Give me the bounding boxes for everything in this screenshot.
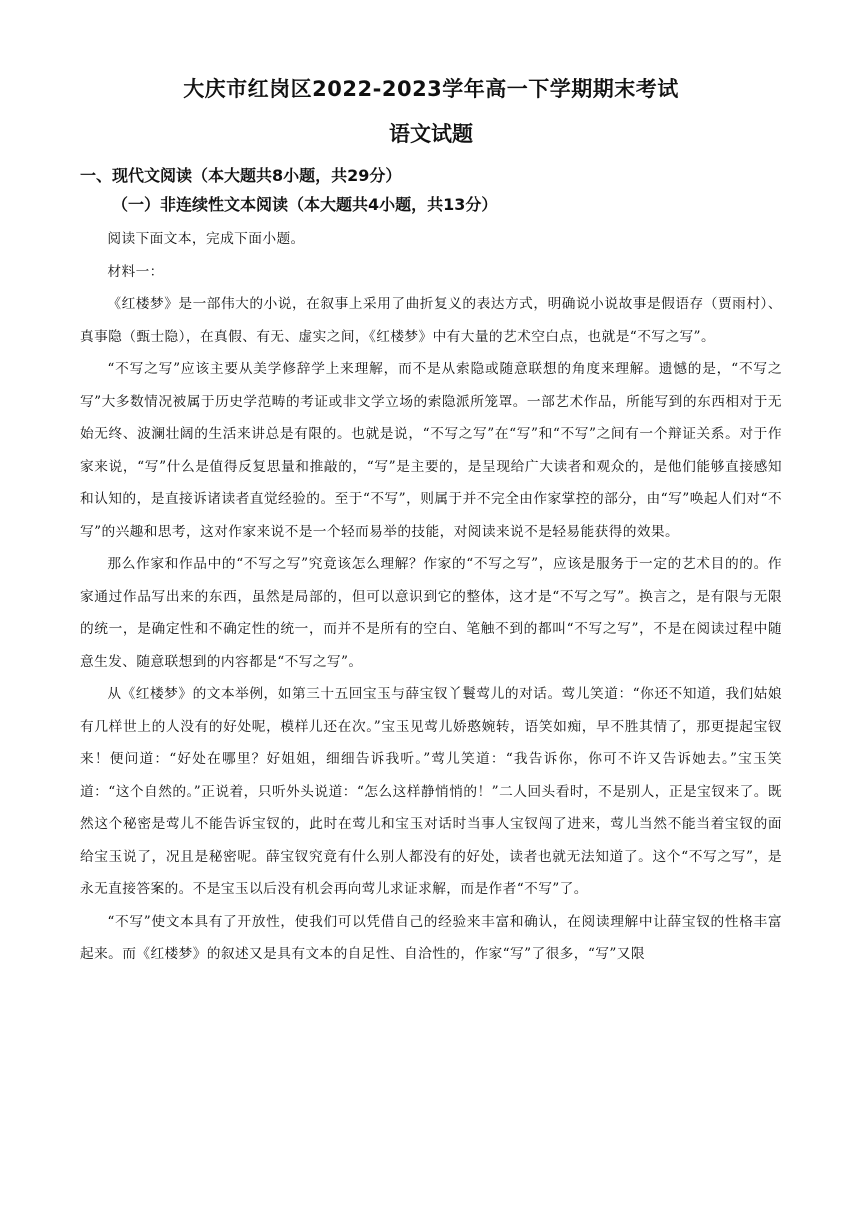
exam-title: 大庆市红岗区2022-2023学年高一下学期期末考试 xyxy=(183,77,679,101)
exam-page xyxy=(80,72,782,971)
paragraph-1: 《红楼梦》是一部伟大的小说，在叙事上采用了曲折复义的表达方式，明确说小说故事是假语存（贾雨村）、真事隐（甄士隐），在真假、有无、虚实之间，《红楼梦》中有大量的艺术空白点，也就是“不写之写”。 xyxy=(80,296,782,345)
section-heading: 一、现代文阅读（本大题共8小题，共29分） xyxy=(80,166,402,185)
paragraph-instruction: 阅读下面文本，完成下面小题。 xyxy=(107,231,305,247)
paragraph-material-label: 材料一： xyxy=(107,263,164,280)
paragraph-4: 从《红楼梦》的文本举例，如第三十五回宝玉与薛宝钗丫鬟莺儿的对话。莺儿笑道：“你还不知道，我们姑娘有几样世上的人没有的好处呢，模样儿还在次。”宝玉见莺儿娇憨婉转，语笑如痴，早不胜其情了，那更提起宝钗来！便问道：“好处在哪里？好姐姐，细细告诉我听。”莺儿笑道：“我告诉你，你可不许又告诉她去。”宝玉笑道：“这个自然的。”正说着，只听外头说道：“怎么这样静悄悄的！”二人回头看时，不是别人，正是宝钗来了。既然这个秘密是莺儿不能告诉宝钗的，此时在莺儿和宝玉对话时当事人宝钗闯了进来，莺儿当然不能当着宝钗的面给宝玉说了，况且是秘密呢。薛宝钗究竟有什么别人都没有的好处，读者也就无法知道了。这个“不写之写”，是永无直接答案的。不是宝玉以后没有机会再向莺儿求证求解，而是作者“不写”了。 xyxy=(80,686,782,897)
paragraph-5: “不写”使文本具有了开放性，使我们可以凭借自己的经验来丰富和确认，在阅读理解中让薛宝钗的性格丰富起来。而《红楼梦》的叙述又是具有文本的自足性、自洽性的，作家“写”了很多，“写”又限 xyxy=(80,913,782,962)
paragraph-2: “不写之写”应该主要从美学修辞学上来理解，而不是从索隐或随意联想的角度来理解。遗憾的是，“不写之写”大多数情况被属于历史学范畴的考证或非文学立场的索隐派所笼罩。一部艺术作品，所能写到的东西相对于无始无终、波澜壮阔的生活来讲总是有限的。也就是说，“不写之写”在“写”和“不写”之间有一个辩证关系。对于作家来说，“写”什么是值得反复思量和推敲的，“写”是主要的，是呈现给广大读者和观众的，是他们能够直接感知和认知的，是直接诉诸读者直觉经验的。至于“不写”，则属于并不完全由作家掌控的部分，由“写”唤起人们对“不写”的兴趣和思考，这对作家来说不是一个轻而易举的技能，对阅读来说不是轻易能获得的效果。 xyxy=(80,361,782,540)
sub-heading: （一）非连续性文本阅读（本大题共4小题，共13分） xyxy=(112,195,498,214)
paragraph-3: 那么作家和作品中的“不写之写”究竟该怎么理解？作家的“不写之写”，应该是服务于一定的艺术目的的。作家通过作品写出来的东西，虽然是局部的，但可以意识到它的整体，这才是“不写之写”。换言之，是有限与无限的统一，是确定性和不确定性的统一，而并不是所有的空白、笔触不到的都叫“不写之写”，不是在阅读过程中随意生发、随意联想到的内容都是“不写之写”。 xyxy=(80,556,782,670)
exam-subtitle: 语文试题 xyxy=(389,122,473,146)
